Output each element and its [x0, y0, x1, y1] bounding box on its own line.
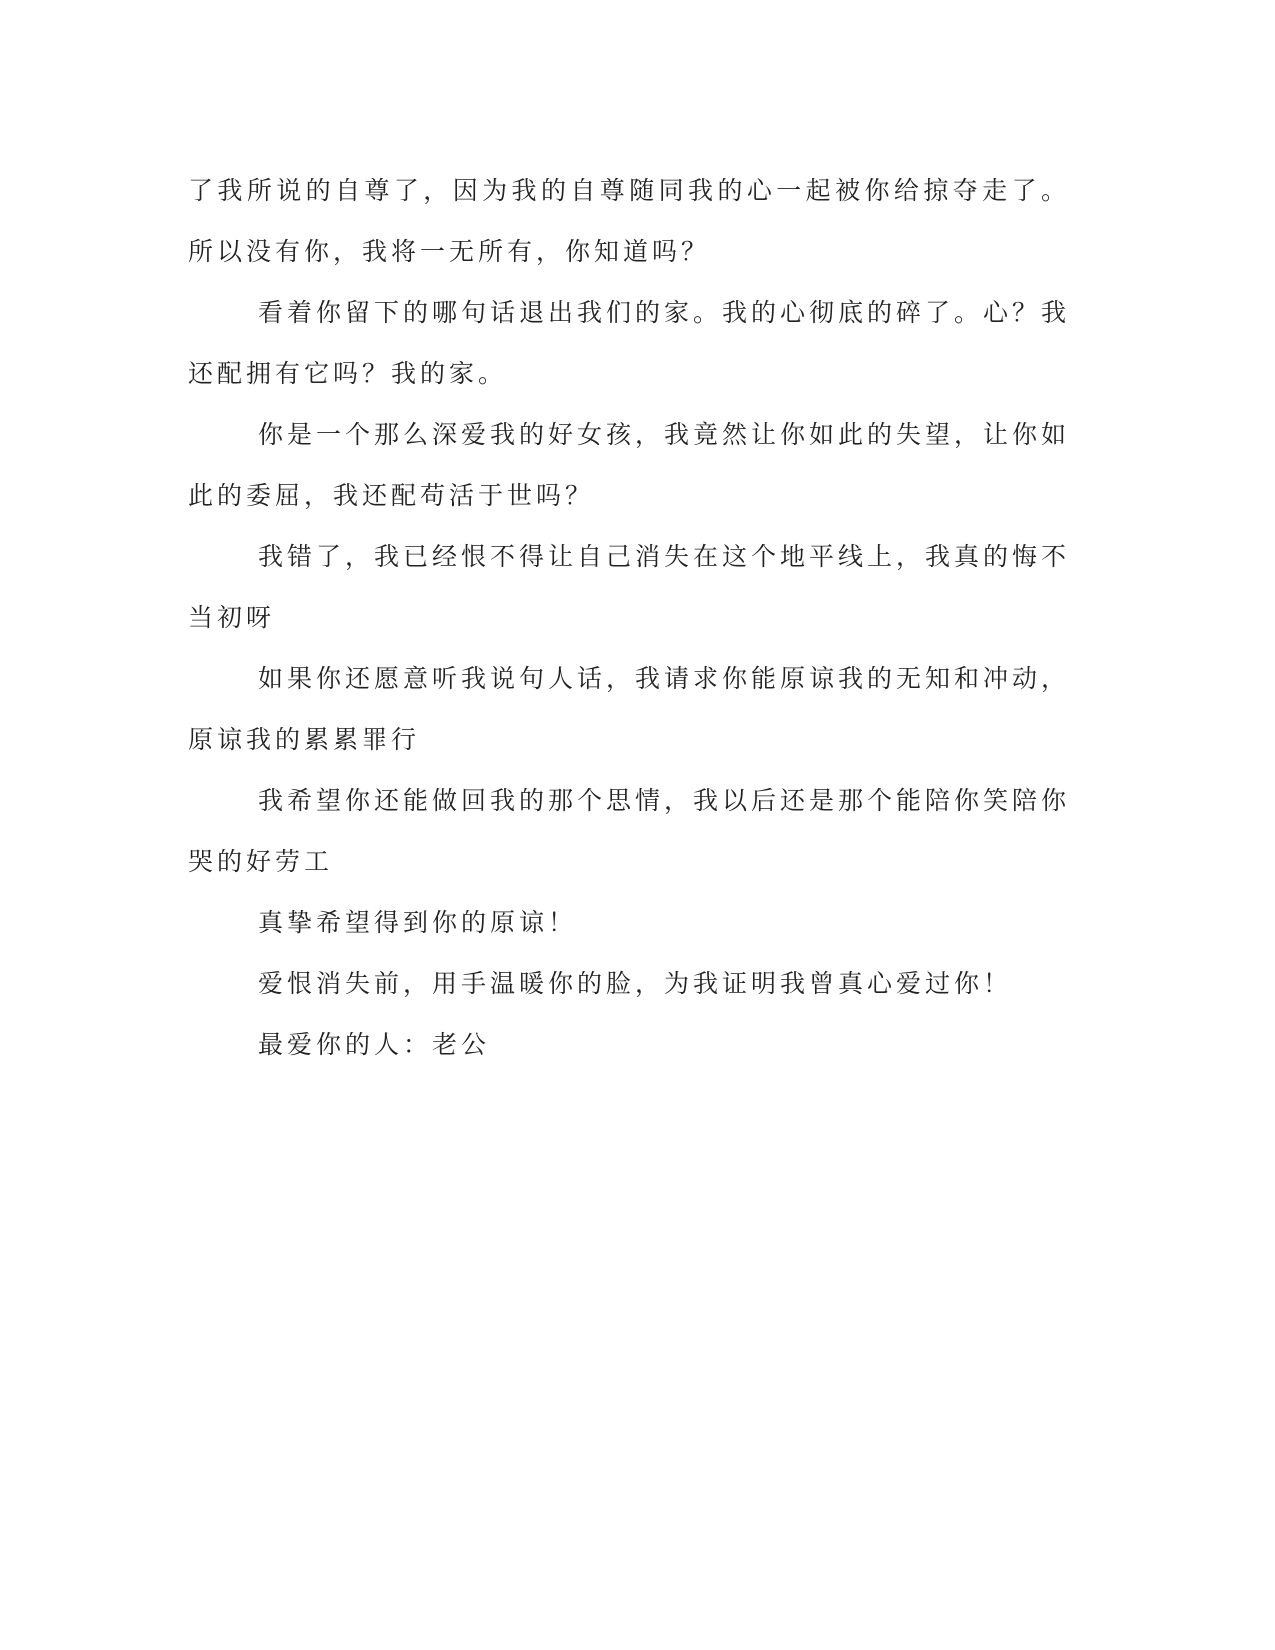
paragraph-7: 真挚希望得到你的原谅！: [258, 908, 578, 937]
paragraph-2: 看着你留下的哪句话退出我们的家。我的心彻底的碎了。心？我还配拥有它吗？我的家。: [188, 298, 1071, 388]
signature-line: 最爱你的人：老公: [258, 1030, 491, 1059]
paragraph-8: 爱恨消失前，用手温暖你的脸，为我证明我曾真心爱过你！: [258, 969, 1013, 998]
paragraph-3: 你是一个那么深爱我的好女孩，我竟然让你如此的失望，让你如此的委屈，我还配苟活于世吗？: [188, 420, 1071, 510]
paragraph-5: 如果你还愿意听我说句人话，我请求你能原谅我的无知和冲动，原谅我的累累罪行: [188, 664, 1071, 754]
paragraph-4: 我错了，我已经恨不得让自己消失在这个地平线上，我真的悔不当初呀: [188, 542, 1071, 632]
paragraph-6: 我希望你还能做回我的那个思情，我以后还是那个能陪你笑陪你哭的好劳工: [188, 786, 1071, 876]
paragraph-1: 了我所说的自尊了，因为我的自尊随同我的心一起被你给掠夺走了。所以没有你，我将一无所有，你知道吗？: [188, 176, 1070, 266]
letter-body: [188, 160, 1070, 1075]
